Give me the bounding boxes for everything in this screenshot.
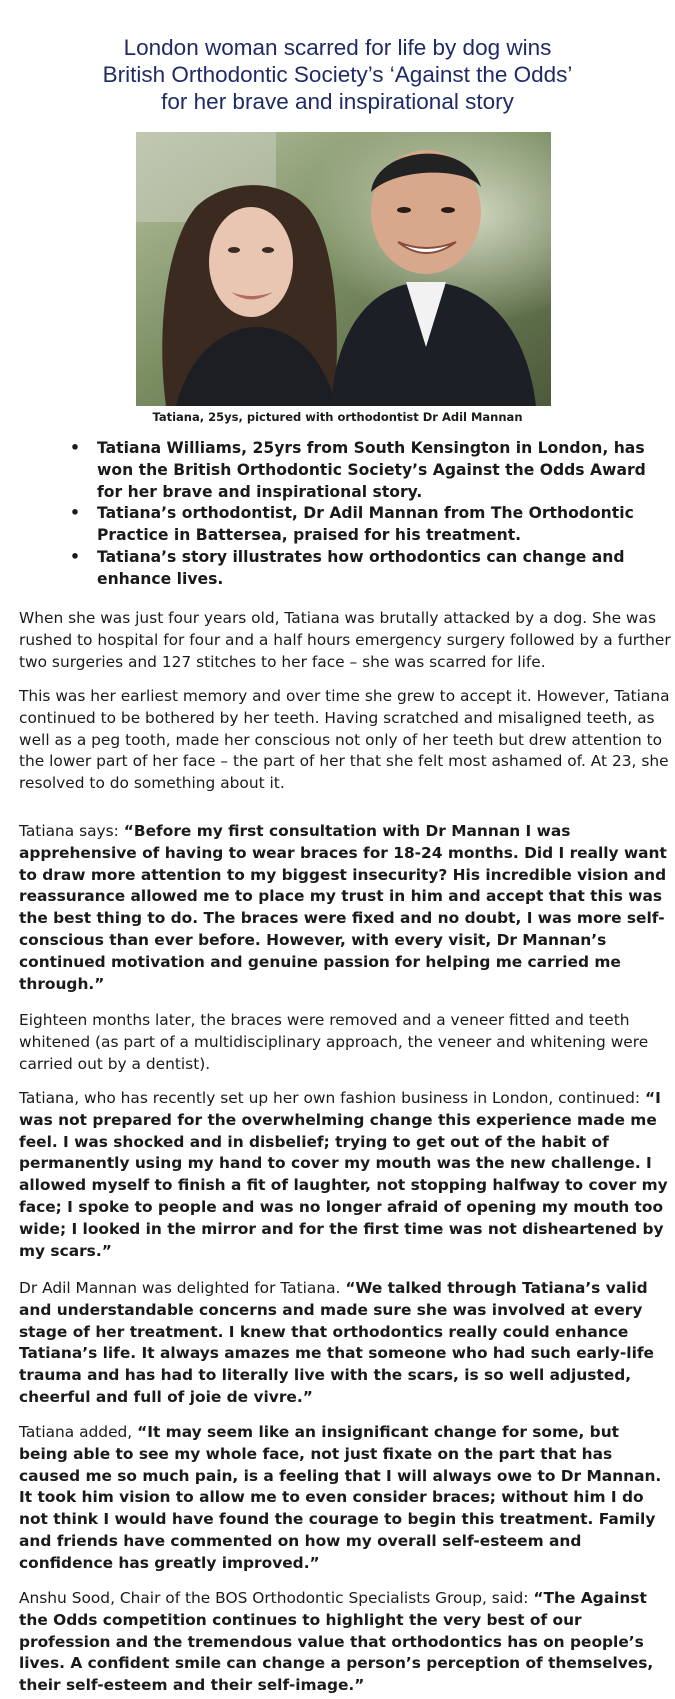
paragraph-text: Tatiana says: bbox=[19, 822, 124, 840]
paragraph-quote: “Before my first consultation with Dr Mannan I was apprehensive of having to wear braces for 18-24 months. Did I really want to draw more attention to my biggest insecurity? His incredible vision and reassurance allowed me to place my trust in him and accept that this was the best thing to do. The braces were fixed and no doubt, I was more self-conscious than ever before. However, with every visit, Dr Mannan’s continued motivation and genuine passion for helping me carried me through.” bbox=[19, 822, 667, 993]
key-points-list bbox=[0, 438, 675, 591]
body-paragraph bbox=[19, 1010, 671, 1075]
paragraph-quote: “We talked through Tatiana’s valid and understandable concerns and made sure she was involved at every stage of her treatment. I knew that orthodontics really could enhance Tatiana’s life. It always amazes me that someone who had such early-life trauma and has had to literally live with the scars, is so well adjusted, cheerful and full of joie de vivre.” bbox=[19, 1279, 654, 1406]
photo-caption: Tatiana, 25ys, pictured with orthodontist Dr Adil Mannan bbox=[152, 410, 523, 424]
photo-illustration bbox=[136, 132, 551, 406]
headline-line: for her brave and inspirational story bbox=[161, 89, 514, 114]
paragraph-quote: “The Against the Odds competition continues to highlight the very best of our profession and the tremendous value that orthodontics has on people’s lives. A confident smile can change a person’s perception of themselves, their self-esteem and their self-image.” bbox=[19, 1589, 654, 1695]
paragraph-text: Eighteen months later, the braces were removed and a veneer fitted and teeth whitened (as part of a multidisciplinary approach, the veneer and whitening were carried out by a dentist). bbox=[19, 1011, 649, 1073]
paragraph-quote: “I was not prepared for the overwhelming change this experience made me feel. I was shocked and in disbelief; trying to get out of the habit of permanently using my hand to cover my mouth was the new challenge. I allowed myself to finish a fit of laughter, not stopping halfway to cover my face; I spoke to people and was no longer afraid of opening my mouth too wide; I looked in the mirror and for the first time was not disheartened by my scars.” bbox=[19, 1089, 668, 1260]
body-paragraph bbox=[19, 1588, 671, 1697]
body-paragraph bbox=[19, 608, 671, 673]
key-point: • Tatiana Williams, 25yrs from South Kensington in London, has won the British Orthodontic Society’s Against the Odds Award for her brave and inspirational story. bbox=[0, 438, 675, 503]
paragraph-text: Tatiana added, bbox=[19, 1423, 138, 1441]
body-paragraph bbox=[19, 1088, 671, 1262]
headline-line: London woman scarred for life by dog wins bbox=[123, 35, 552, 60]
headline bbox=[0, 34, 675, 115]
body-paragraph bbox=[19, 821, 671, 995]
body-paragraph bbox=[19, 686, 671, 795]
headline-line: British Orthodontic Society’s ‘Against the Odds’ bbox=[102, 62, 573, 87]
paragraph-text: Dr Adil Mannan was delighted for Tatiana. bbox=[19, 1279, 346, 1297]
paragraph-text: This was her earliest memory and over time she grew to accept it. However, Tatiana continued to be bothered by her teeth. Having scratched and misaligned teeth, as well as a peg tooth, made her conscious not only of her teeth but drew attention to the lower part of her face – the part of her that she felt most ashamed of. At 23, she resolved to do something about it. bbox=[19, 687, 670, 793]
body-paragraph bbox=[19, 1278, 671, 1409]
key-point: • Tatiana’s orthodontist, Dr Adil Mannan from The Orthodontic Practice in Battersea, praised for his treatment. bbox=[0, 503, 675, 547]
key-point: • Tatiana’s story illustrates how orthodontics can change and enhance lives. bbox=[0, 547, 675, 591]
paragraph-text: When she was just four years old, Tatiana was brutally attacked by a dog. She was rushed to hospital for four and a half hours emergency surgery followed by a further two surgeries and 127 stitches to her face – she was scarred for life. bbox=[19, 609, 671, 671]
paragraph-text: Tatiana, who has recently set up her own fashion business in London, continued: bbox=[19, 1089, 645, 1107]
paragraph-text: Anshu Sood, Chair of the BOS Orthodontic Specialists Group, said: bbox=[19, 1589, 534, 1607]
portrait-photo bbox=[136, 132, 551, 406]
body-paragraph bbox=[19, 1422, 671, 1575]
paragraph-quote: “It may seem like an insignificant change for some, but being able to see my whole face, not just fixate on the part that has caused me so much pain, is a feeling that I will always owe to Dr Mannan. It took him vision to allow me to even consider braces; without him I do not think I would have found the courage to begin this treatment. Family and friends have commented on how my overall self-esteem and confidence has greatly improved.” bbox=[19, 1423, 662, 1572]
